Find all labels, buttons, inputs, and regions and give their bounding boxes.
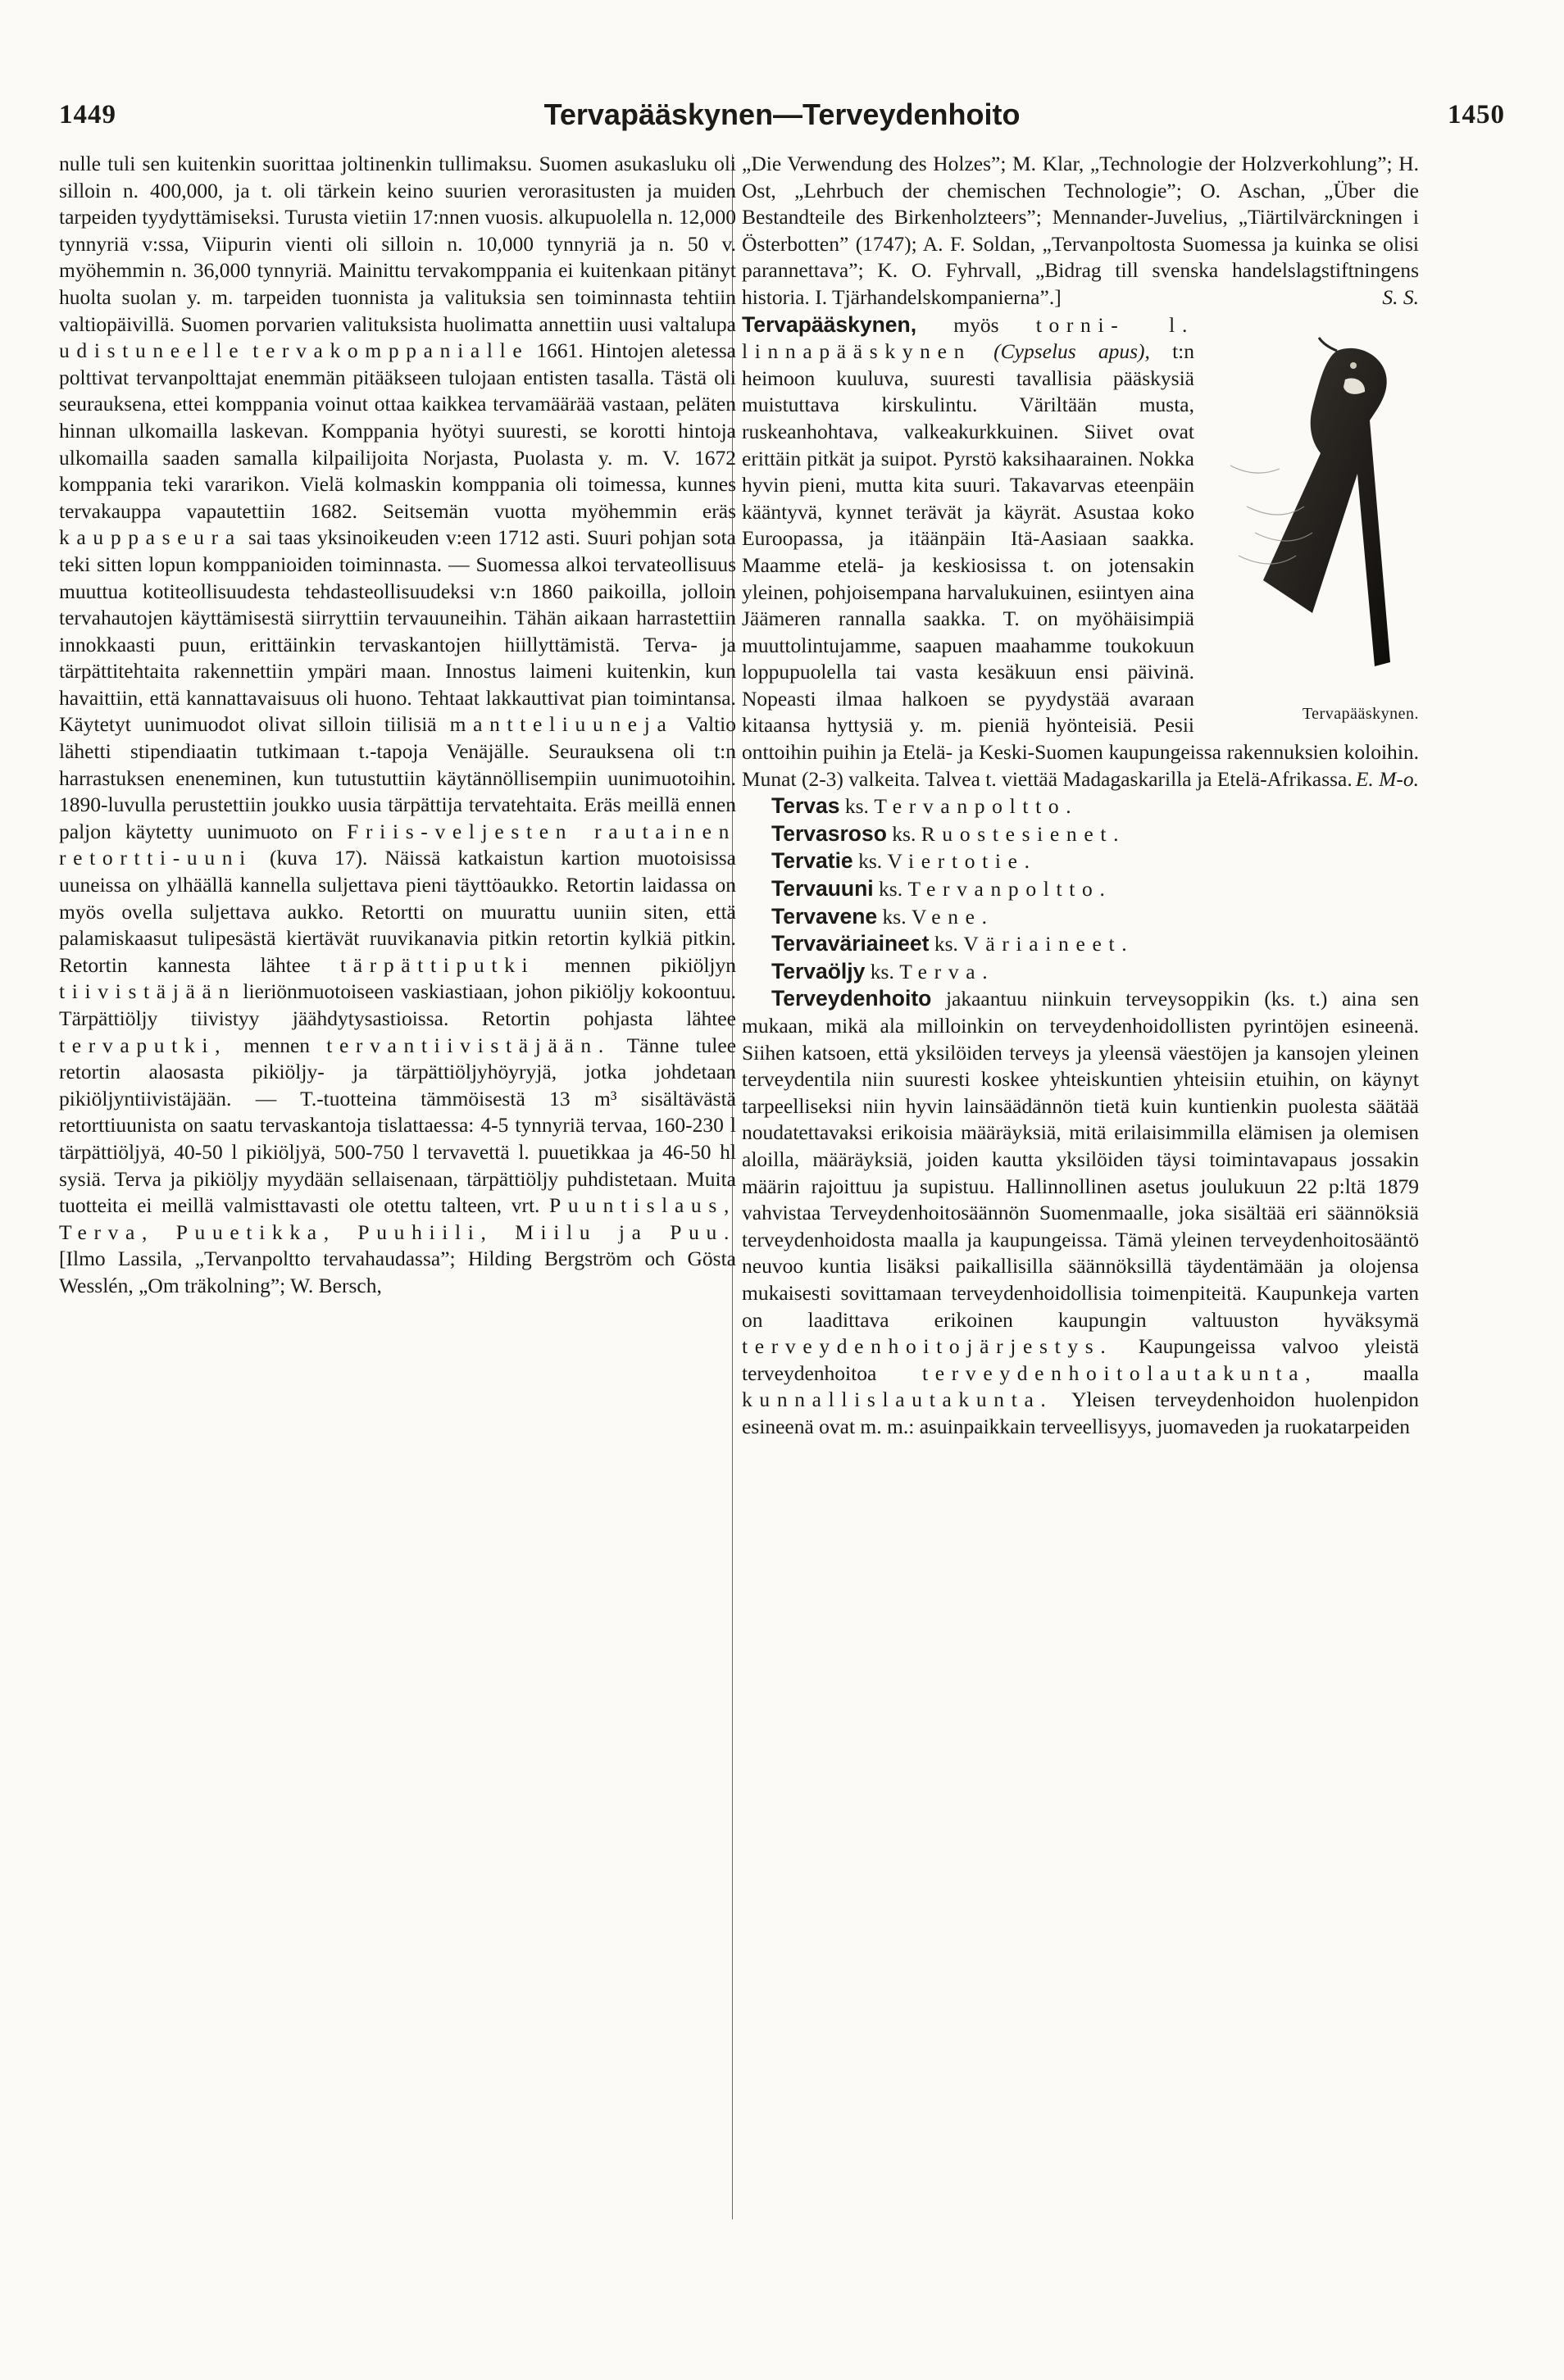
- xref-entry: Tervasroso ks. Ruostesienet.: [771, 820, 1126, 846]
- xref-entry: Tervaväriaineet ks. Väriaineet.: [771, 931, 1134, 956]
- swift-figure: [1206, 318, 1419, 728]
- xref-entry: Tervatie ks. Viertotie.: [771, 848, 1037, 874]
- swift-bird-icon: [1214, 318, 1411, 679]
- swift-signature: E. M-o.: [1355, 766, 1419, 791]
- right-page-number: 1450: [1448, 99, 1505, 129]
- page-header: [59, 97, 1505, 133]
- references-signature: S. S.: [1382, 284, 1419, 309]
- xref-entry: Tervaöljy ks. Terva.: [771, 958, 995, 983]
- health-entry: Terveydenhoito jakaantuu niinkuin terveysoppikin (ks. t.) aina sen mukaan, mikä ala milloinkin on terveydenhoidollisten pyrintöjen esineenä. Siihen katsoen, että yksilöiden terveys ja yleensä väestöjen ja kansojen yleinen terveydentila niin suuresti koskee yhteiskuntien yhteisiin etuihin, on käynyt tarpeelliseksi niin hyvin lainsäädännön tietä kuin kuntienkin puolesta säätää noudatettavaksi erikoisia määräyksiä, mitä erilaisimmilla elämisen ja olemisen aloilla, määräyksiä, joiden kautta yksilöiden täysi toimintavapaus jossakin määrin rajoittuu ja supistuu. Hallinnollinen asetus joulukuun 22 p:ltä 1879 vahvistaa Terveydenhoitosäännön Suomenmaalle, joka sisältää eri säännöksiä terveydenhoidosta maalla ja kaupungeissa. Tämä yleinen terveydenhoitosääntö neuvoo kuntia lisäksi paikallisilla säännöksillä täydentämään ja olojensa mukaisesti sovittamaan terveydenhoidollisia toimenpiteitä. Kaupunkeja varten on laadittava erikoinen kaupungin valtuuston hyväksymä terveydenhoitojärjestys. Kaupungeissa valvoo yleistä terveydenhoitoa terveydenhoitolautakunta, maalla kunnallislautakunta. Yleisen terveydenhoidon huolenpidon esineenä ovat m. m.: asuinpaikkain terveellisyys, juomaveden ja ruokatarpeiden: [742, 986, 1420, 1438]
- xref-entry: Tervauuni ks. Tervanpoltto.: [771, 876, 1112, 902]
- right-column: [742, 151, 1419, 1441]
- swift-entry: Tervapääskynen. Tervapääskynen, myös torni- l. linnapääskynen (Cypselus apus), t:n heimoon kuuluva, suuresti tavallisia pääskysiä muistuttava kirskulintu. Väriltään musta, ruskeanhohtava, valkeakurkkuinen. Siivet ovat erittäin pitkät ja suipot. Pyrstö kaksihaarainen. Nokka hyvin pieni, mutta kita suuri. Takavarvas eteenpäin kääntyvä, kynnet terävät ja käyrät. Asustaa koko Euroopassa, ja itäänpäin Itä-Aasiaan saakka. Maamme etelä- ja keskiosissa t. on jotensakin yleinen, pohjoisempana harvalukuinen, esiintyen aina Jäämeren rannalla saakka. T. on myöhäisimpiä muuttolintujamme, saapuen maahamme toukokuun loppupuolella tai vasta kesäkuun ensi päivinä. Nopeasti ilmaa halkoen se pyydystää avaraan kitaansa hyttysiä y. m. pieniä hyönteisiä. Pesii onttoihin puihin ja Etelä- ja Keski-Suomen kaupungeissa rakennuksien koloihin. Munat (2-3) valkeita. Talvea t. viettää Madagaskarilla ja Etelä-Afrikassa. E. M-o.: [742, 311, 1419, 793]
- running-title: Tervapääskynen—Terveydenhoito: [543, 98, 1021, 131]
- cross-reference-list: [742, 793, 1419, 985]
- figure-caption: Tervapääskynen.: [1302, 704, 1419, 723]
- left-page-number: 1449: [59, 99, 116, 129]
- xref-entry: Tervavene ks. Vene.: [771, 903, 994, 929]
- entry-headword: Terveydenhoito: [771, 986, 932, 1011]
- xref-entry: Tervas ks. Tervanpoltto.: [771, 793, 1079, 819]
- left-paragraph: nulle tuli sen kuitenkin suorittaa joltinenkin tullimaksu. Suomen asukasluku oli silloin n. 400,000, ja t. oli tärkein keino suurien verorasitusten ja muiden tarpeiden tyydyttämiseksi. Turusta vietiin 17:nnen vuosis. alkupuolella n. 12,000 tynnyriä v:ssa, Viipurin vienti oli silloin n. 10,000 tynnyriä ja n. 50 v. myöhemmin n. 36,000 tynnyriä. Mainittu tervakomppania ei kuitenkaan pitänyt huolta suolan y. m. tarpeiden tuonnista ja valituksia sen toiminnasta tehtiin valtiopäivillä. Suomen porvarien valituksista huolimatta annettiin uusi valtalupa udistuneelle tervakomppanialle 1661. Hintojen aletessa polttivat tervanpolttajat enemmän pitääkseen tulojaan entisten tasalla. Tästä oli seurauksena, ettei komppania voinut ottaa kaikkea tervamäärää vastaan, peläten hinnan ulkomailla laskevan. Komppania hyötyi suuresti, se korotti hintoja ulkomailla saaden samalla kilpailijoita Norjasta, Puolasta y. m. V. 1672 komppania teki vararikon. Vielä kolmaskin komppania oli toimessa, kunnes tervakauppa vapautettiin 1682. Seitsemän vuotta myöhemmin eräs kauppaseura sai taas yksinoikeuden v:een 1712 asti. Suuri pohjan sota teki sitten lopun komppanioiden toiminnasta. — Suomessa alkoi tervateollisuus muuttua kotiteollisuudesta tehdasteollisuudeksi v:n 1860 paikoilla, jolloin tervahautojen käyttämisestä siirryttiin tervauuneihin. Tähän aikaan harrastettiin innokkaasti puun, erittäinkin tervaskantojen hiillyttämistä. Terva- ja tärpättitehtaita rakennettiin ympäri maan. Innostus laimeni kuitenkin, kun havaittiin, että kannattavaisuus oli huono. Tehtaat lakkauttivat pian toimintansa. Käytetyt uunimuodot olivat silloin tiilisiä mantteliuuneja Valtio lähetti stipendiaatin tutkimaan t.-tapoja Venäjälle. Seurauksena oli t:n harrastuksen eneneminen, kun tutustuttiin käytännöllisempiin uunimuotoihin. 1890-luvulla perustettiin joukko uusia tärpättija tervatehtaita. Eräs meillä ennen paljon käytetty uunimuoto on Friis-veljesten rautainen retortti-uuni (kuva 17). Näissä katkaistun kartion muotoisissa uuneissa on ylhäällä kannella suljettava pieni täyttöaukko. Retortin laidassa on myös ovella suljettava aukko. Retortti on muurattu uuniin siten, että palamiskaasut tulipesästä kiertävät ruuvikanavia pitkin retortin kylkiä pitkin. Retortin kannesta lähtee tärpättiputki mennen pikiöljyn tiivistäjään lieriönmuotoiseen vaskiastiaan, johon pikiöljy kokoontuu. Tärpättiöljy tiivistyy jäähdytysastioissa. Retortin pohjasta lähtee tervaputki, mennen tervantiivistäjään. Tänne tulee retortin alaosasta pikiöljy- ja tärpättiöljyhöyryjä, jotka johdetaan pikiöljyntiivistäjään. — T.-tuotteina tämmöisestä 13 m³ sisältävästä retorttiuunista on saatu tervaskantoja tislattaessa: 4-5 tynnyriä tervaa, 160-230 l tärpättiöljyä, 40-50 l pikiöljyä, 500-750 l tervavettä l. puuetikkaa ja 46-50 hl sysiä. Terva ja pikiöljy myydään sellaisenaan, tärpättiöljy puhdistetaan. Muita tuotteita ei meillä valmisttavasti ole otettu talteen, vrt. Puuntislaus, Terva, Puuetikka, Puuhiili, Miilu ja Puu. [Ilmo Lassila, „Tervanpoltto tervahaudassa”; Hilding Bergström och Gösta Wesslén, „Om träkolning”; W. Bersch,: [59, 152, 737, 1297]
- entry-headword: Tervapääskynen,: [742, 311, 917, 337]
- left-column: [59, 151, 736, 1300]
- references-paragraph: „Die Verwendung des Holzes”; M. Klar, „Technologie der Holzverkohlung”; H. Ost, „Lehrbuch der chemischen Technologie”; O. Aschan, „Über die Bestandteile des Birkenholzteers”; Mennander-Juvelius, „Tiärtilvärckningen i Österbotten” (1747); A. F. Soldan, „Tervanpoltosta Suomessa ja kuinka se olisi parannettava”; K. O. Fyhrvall, „Bidrag till svenska handelslagstiftningens historia. I. Tjärhandelskompanierna”.] S. S.: [742, 151, 1419, 311]
